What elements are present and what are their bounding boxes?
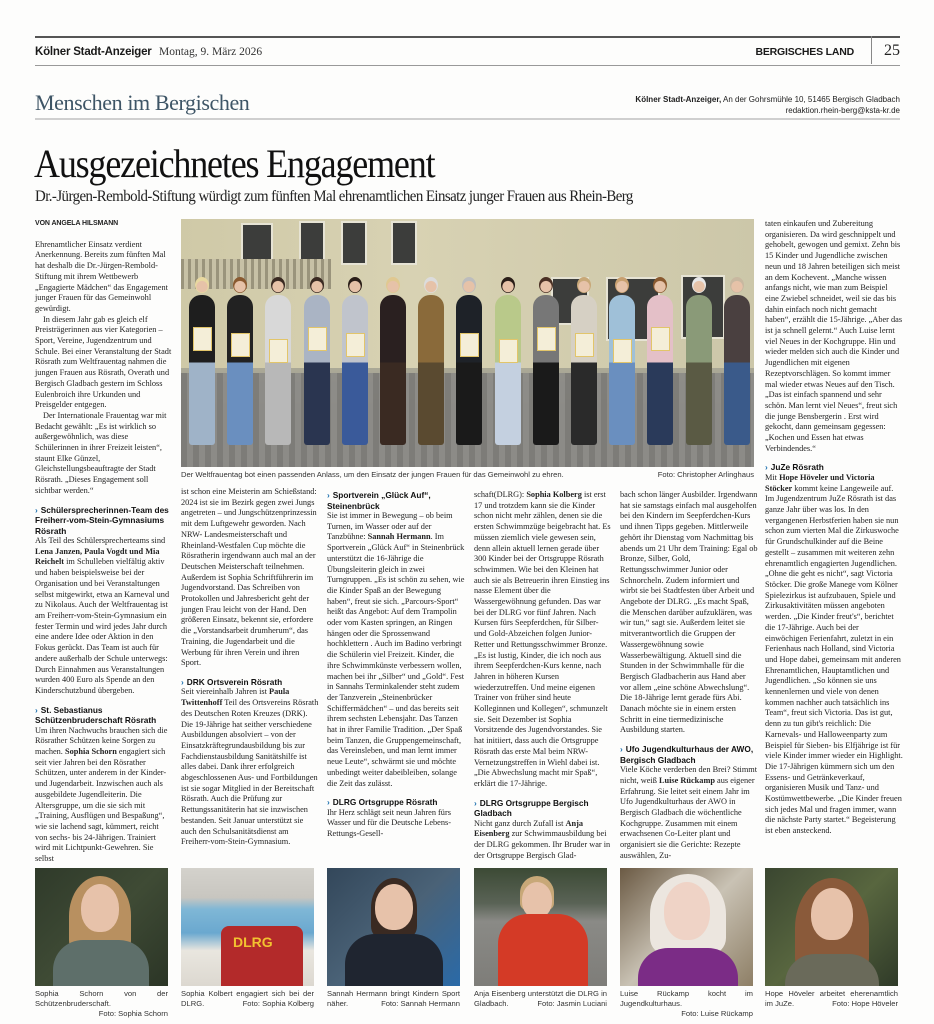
subheadline: Dr.-Jürgen-Rembold-Stiftung würdigt zum fünften Mal ehrenamtlichen Einsatz junger Frauen aus Rhein-Berg [35,188,633,205]
chevron-icon: › [765,462,768,473]
chevron-icon: › [620,744,623,755]
award-certificate [231,333,250,357]
thumbnail-photo-hoeveler [765,868,898,986]
chevron-icon: › [181,676,184,687]
section-text: Ihr Herz schlägt seit neun Jahren fürs Wasser und für die Deutsche Lebens-Rettungs-Gesell- [327,807,451,839]
issue-date: Montag, 9. März 2026 [159,46,263,58]
award-certificate [460,333,479,357]
photo-credit: Foto: Sannah Hermann [381,999,460,1009]
photo-credit: Foto: Sophia Kolberg [242,999,314,1009]
photo-person-head [577,277,591,293]
photo-person-head [310,277,324,293]
honoree-name: Luise Rückamp [658,775,715,785]
contact-email[interactable]: redaktion.rhein-berg@ksta-kr.de [785,106,900,115]
honoree-name: Anja Eisenberg [474,818,583,839]
chevron-icon: › [327,797,330,808]
thumbnail-photo-eisenberg [474,868,607,986]
honoree-name: Sophia Kolberg [526,490,582,499]
photo-person-head [692,277,706,293]
photo-person [533,295,559,445]
chevron-icon: › [35,704,38,715]
chevron-icon: › [474,797,477,808]
chevron-icon: › [35,504,38,515]
thumbnail-caption: Anja Eisenberg unterstützt die DLRG in Gladbach. Foto: Jasmin Luciani [474,989,607,1009]
top-rule [35,36,900,38]
page-number: 25 [884,42,900,59]
thumbnail-photo-kolberg [181,868,314,986]
photo-person [265,295,291,445]
thumbnail-photo-rueckamp [620,868,753,986]
section-text: Mit Hope Höveler und Victoria Stöcker kommt keine Langeweile auf. Im Jugendzentrum JuZe Rösrath ist das ganze Jahr über was los. In den vergangenen Herbstferien haben sie nun schon zum vierten Mal die Zirkuswoche für Grundschulkinder auf die Beine gestellt – zusammen mit weiteren zehn ehrenamtlich engagierten Jugendlichen. „Ohne die geht es nicht“, sagt Victoria Stöcker. Die große Manege vom Kölner Spielezirkus ist aufzubauen, Spiele und Zirkusaktivitäten müssen angeboten werden. „Die Kinder freut's“, berichtet die 17-Jährige. Auch bei der einwöchigen Ferienfahrt, zuletzt in ein Ferienhaus nach Holland, sind Victoria und Hope dabei, gemeinsam mit anderen Ehrenamtlichen, Hauptamtlichen und Jugendlichen. „So können sie uns kennenlernen und viele von denen kommen nachher auch tatsächlich ins Team“, freut sich Victoria. Das ist gut, denn zu tun gibt's reichlich: Die Karnevals- und Halloweenparty zum Beispiel für Sieben- bis Elfjährige ist für viele Kinder immer wieder ein Highlight. Die 17-Jährigen kümmern sich um den Essens- und Getränkeverkauf, organisieren Musik und Tanz- und Kostümwettbewerbe. „Die Kinder freuen sich jedes Mal und fragen immer, wann die nächste Party startet.“ Begeisterung ist eben ansteckend. [765,472,903,836]
photo-person [342,295,368,445]
section-text: Als Teil des Schülersprecherteams sind Lena Janzen, Paula Vogdt und Mia Reichelt im Schulleben vielfältig aktiv und haben beispielsweise bei der Organisation und bei Veranstaltungen selbst mitgewirkt, etwa an Karneval und zu Nikolaus. Auch der Weltfrauentag ist am Freiherr-vom-Stein-Gymnasium ein fester Termin und wird jedes Jahr durch eine andere Idee oder Aktion in den Fokus gerückt. Das Team ist auch für andere außerhalb der Schule unterwegs: Durch Einnahmen aus Veranstaltungen wurden 400 Euro als Spende an den Kinderschutzbund übergeben. [35,536,170,695]
section-text: Um ihren Nachwuchs brauchen sich die Rösrather Schützen keine Sorgen zu machen. Sophia Schorn engagiert sich seit vier Jahren bei den Rösrather Schützen, unter anderem in der Kinder- und Jugendarbeit. Inzwischen auch als ausgebildete Jugendleiterin. Die Altersgruppe, um die sie sich mit „Training, Ausflügen und Bespaßung“, wie sie lachend sagt, kümmert, reicht von sechs- bis 24-Jährigen. Trainiert wird mit Lichtpunkt-Gewehren. Sie selbst [35,725,168,864]
photo-person [380,295,406,445]
thumbnail-caption: Sophia Schorn von der Schützenbruderschaft. Foto: Sophia Schorn [35,989,168,1019]
photo-person-head [386,277,400,293]
honoree-name: Lena Janzen, Paula Vogdt und Mia Reichelt [35,546,160,567]
masthead-rule [35,65,900,66]
section-text: Viele Köche verderben den Brei? Stimmt nicht, weiß Luise Rückamp aus eigener Erfahrung. Sie leitet seit einem Jahr im Ufo Jugendkulturhaus der AWO in Bergisch Gladbach die wöchentliche Kochgruppe. Zusammen mit einem erwachsenen Co-Leiter plant und organisiert sie die Gerichte: Rezepte auswählen, Zu- [620,765,758,860]
award-certificate [613,339,632,363]
section-text: ist schon eine Meisterin am Schießstand: 2024 ist sie im Bezirk gegen zwei Jungs angetreten – und Jungschützenprinzessin mit dem Luftgewehr geworden. Nach NRW- Landesmeisterschaft und Rheinland-Westfalen Cup möchte die Rösratherin irgendwann auch mal an der Deutschen Meisterschaft teilnehmen. Außerdem ist Sophia Schriftführerin im Jugendvorstand. Das Schreiben von Protokollen und Jahresbericht geht der jungen Frau leicht von der Hand. Den größeren Einsatz, bekennt sie, erfordere die „Vorstandsarbeit drumherum“, das Training, die Jugendarbeit und die Werbung für ihren Verein und ihren Sport. [181,487,317,668]
award-certificate [575,333,594,357]
section-heading: › Ufo Jugendkulturhaus der AWO, Bergisch Gladbach [620,744,754,765]
column-2 [181,487,319,848]
section-heading: › DRK Ortsverein Rösrath [181,676,283,687]
photo-credit: Foto: Jasmin Luciani [537,999,607,1009]
column-4 [474,490,612,862]
photo-person [227,295,253,445]
photo-credit: Foto: Luise Rückamp [681,1009,753,1019]
honoree-name: Paula Twittenhoff [181,687,290,708]
photo-credit: Foto: Hope Höveler [832,999,898,1009]
section-name: BERGISCHES LAND [755,46,854,58]
masthead [35,42,900,64]
photo-window [391,221,417,265]
thumbnail-caption: Hope Höveler arbeitet eherenamtlich im JuZe. Foto: Hope Höveler [765,989,898,1009]
photo-window [241,223,273,263]
intro-paragraph: In diesem Jahr gab es gleich elf Preisträgerinnen aus vier Kategorien – Sport, Vereine, Jugendzentrum und Schule. Bei einer Veranstaltung der Stadt Rösrath zum Weltfrauentag nahmen die jungen Frauen aus Rösrath, Overath und Bergisch Gladbach gestern im Schloss Eulenbroich ihre Urkunden und Preisgelder entgegen. [35,314,172,410]
photo-person [647,295,673,445]
section-text: bach schon länger Ausbilder. Irgendwann hat sie samstags einfach mal ausgeholfen bei den Kindern im Seepferdchen-Kurs und ihnen Tipps gegeben. Mittlerweile gehört ihr Dienstag vom Nachmittag bis abends um 21 Uhr dem Training: Egal ob Bronze, Silber, Gold, Rettungsschwimmer Junior oder Schnorcheln. Zudem informiert und wirbt sie bei Stadtfesten über Arbeit und Angebote der DLRG. „Es macht Spaß, die Menschen darüber aufzuklären, was wir tun,“ sagt sie. Außerdem leitet sie mitverantwortlich die Gruppen der Wassergewöhnung sowie Wasserbewältigung. Aktuell sind die Stunden in der Schwimmhalle für die Bergisch Gladbacherin aus Hand aber vor allem „eine schöne Abwechslung“. Die 18-Jährige lernt gerade fürs Abi. Danach möchte sie in einem ersten Schritt in eine tiermedizinische Ausbildung starten. [620,490,758,735]
section-heading: › Sportverein „Glück Auf“, Steinenbrück [327,490,431,511]
paper-name: Kölner Stadt-Anzeiger [35,46,152,58]
intro-paragraph: Der Internationale Frauentag war mit Bedacht gewählt: „Es ist wirklich so außergewöhnlich, was diese Schülerinnen in ihrer Freizeit leisten“, staunt Elke Günzel, Gleichstellungsbeauftragte der Stadt Rösrath. „Dieses Engagement soll sichtbar werden.“ [35,410,167,495]
honoree-name: Sophia Schorn [64,747,117,757]
photo-person [724,295,750,445]
thumbnail-caption: Sannah Hermann bringt Kindern Sport näher. Foto: Sannah Hermann [327,989,460,1009]
photo-person [189,295,215,445]
section-text: schaft(DLRG): Sophia Kolberg ist erst 17 und trotzdem kann sie die Kinder schon nicht mehr zählen, denen sie die ersten Schwimmzüge beigebracht hat. Es müssen ziemlich viele gewesen sein, denn allein aktuell lernen gerade über 300 Kinder bei der Ortsgruppe Rösrath schwimmen. Wie bei den Kleinen hat auch sie als Betreuerin ihren Einstieg ins nasse Element über die Wassergewöhnung gefunden. Das war bei der DLRG vor fünf Jahren. Nach Kursen fürs Seepferdchen, für Silber- und Gold-Abzeichen folgen Junior-Retter und Rettungsschwimmer Bronze. „Es ist lustig, Kinder, die ich noch aus ihrem Seepferdchen-Kurs kenne, nach Jahren in höheren Kursen wiederzutreffen. Und meine eigenen Trainer von früher sind heute Kolleginnen und Kollegen“, schmunzelt sie. Seit Dezember ist Sophia Vorsitzende des Jugendvorstandes. Sie hat initiiert, dass auch die Ortsgruppe Rösrath das erste Mal beim NRW-Vernetzungstreffen in Wiehl dabei ist. „Die Abwechslung macht mir Spaß“, erklärt die 17-Jährige. [474,490,611,788]
thumbnail-caption: Luise Rückamp kocht im Jugendkulturhaus. Foto: Luise Rückamp [620,989,753,1019]
photo-person-head [539,277,553,293]
chevron-icon: › [327,490,330,500]
section-heading: › DLRG Ortsgruppe Bergisch Gladbach [474,797,589,819]
contact-address: An der Gohrsmühle 10, 51465 Bergisch Gladbach [723,95,900,104]
photo-person-head [348,277,362,293]
intro-paragraph: Ehrenamtlicher Einsatz verdient Anerkennung. Bereits zum fünften Mal hat deshalb die Dr.-Jürgen-Rembold-Stiftung mit ihrem Wettbewerb „Engagierte Mädchen“ das Engagement junger Frauen für das Gemeinwohl gewürdigt. [35,239,168,313]
photo-person-head [195,277,209,293]
rubric-title: Menschen im Bergischen [35,90,250,115]
column-6 [765,219,903,837]
photo-person [456,295,482,445]
headline: Ausgezeichnetes Engagement [34,141,435,186]
photo-person-head [730,277,744,293]
award-certificate [308,327,327,351]
section-text: taten einkaufen und Zubereitung organisieren. Da wird geschnippelt und gehobelt, gewogen und gemixt. Zehn bis 15 Kinder und Jugendliche zwischen neun und 18 Jahren beteiligen sich meist an dem Kochevent. „Manche wissen anfangs nicht, wie man zum Beispiel eine Zwiebel schneidet, weil sie das bis dahin einfach noch nicht gemacht haben“, erzählt die 15-Jährige. „Aber das ist ja schnell gelernt.“ Auch Luise lernt viel Neues in der Kochgruppe. Hin und wieder melden sich auch die Kinder und Jugendlichen mit eigenen Rezeptvorschlägen. So kommt immer mal wieder etwas Neues auf den Tisch. „Das ist einfach spannend und sehr schön. Man lernt viel Neues“, freut sich die junge Bensbergerin . Erst wird gekocht, dann gemeinsam gegessen: „Kochen und Essen hat etwas Verbindendes.“ [765,219,903,453]
honoree-name: Hope Höveler und Victoria Stöcker [765,472,875,493]
main-group-photo [181,219,754,467]
photo-credit: Foto: Sophia Schorn [98,1009,168,1019]
main-photo-credit: Foto: Christopher Arlinghaus [657,470,754,479]
thumbnail-caption: Sophia Kolbert engagiert sich bei der DLRG. Foto: Sophia Kolberg [181,989,314,1009]
section-heading: › JuZe Rösrath [765,462,824,473]
contact-paper: Kölner Stadt-Anzeiger, [635,95,722,104]
thumbnail-photo-schorn [35,868,168,986]
main-photo-caption: Der Weltfrauentag bot einen passenden Anlass, um den Einsatz der jungen Frauen für das Gemeinwohl zu ehren. [181,470,564,479]
photo-person [304,295,330,445]
section-heading: › Schülersprecherinnen-Team des Freiherr-vom-Stein-Gymnasiums Rösrath [35,504,169,536]
contact-info [635,94,900,116]
byline: VON ANGELA HILSMANN [35,220,119,227]
award-certificate [269,339,288,363]
photo-person [571,295,597,445]
photo-window [341,221,367,265]
photo-person [418,295,444,445]
award-certificate [193,327,212,351]
section-text: Nicht ganz durch Zufall ist Anja Eisenberg zur Schwimmausbildung bei der DLRG gekommen. Ihr Bruder war in der Ortsgruppe Bergisch Glad- [474,818,611,860]
photo-person [609,295,635,445]
photo-person [686,295,712,445]
photo-person-head [501,277,515,293]
masthead-divider [871,36,872,64]
award-certificate [499,339,518,363]
section-text: Seit viereinhalb Jahren ist Paula Twittenhoff Teil des Ortsvereins Rösrath des Deutschen Roten Kreuzes (DRK). Die 19-Jährige hat seither verschiedene Ausbildungen absolviert – von der Einsatzkräftegrundausbildung bis zur Fachdienstausbildung Sanitätshilfe ist alles dabei. Dank ihrer erfolgreich abgeschlossenen Aus- und Fortbildungen ist sie sogar Mitglied in der Bereitschaft Rösrath. Auch die Prüfung zur Rettungssanitäterin hat sie inzwischen bestanden. Seit Januar unterstützt sie auch den Schulsanitätsdienst am Freiherr-vom-Stein-Gymnasium. [181,687,319,847]
award-certificate [537,327,556,351]
section-heading: › St. Sebastianus Schützenbruderschaft Rösrath [35,704,157,726]
photo-person [495,295,521,445]
thumbnail-photo-hermann [327,868,460,986]
column-1 [35,219,173,865]
rubric-rule [35,118,900,120]
honoree-name: Sannah Hermann [367,532,431,542]
dlrg-shirt-text: DLRG [233,934,273,950]
award-certificate [651,327,670,351]
award-certificate [346,333,365,357]
column-3 [327,487,465,840]
column-5 [620,490,758,862]
section-text: Sie ist immer in Bewegung – ob beim Turnen, im Wasser oder auf der Tanzbühne: Sannah Hermann. Im Sportverein „Glück Auf“ in Steinenbrück unterstützt die 16-Jährige die Übungsleiterin gleich in zwei Turngruppen. „Es ist schön zu sehen, wie die Kinder Spaß an der Bewegung haben“, freut sie sich. „Parcours-Sport“ heißt das Angebot: Auf dem Trampolin oder vom Kasten springen, an Ringen hängen oder die Sprossenwand hochklettern . Auch im Badino verbringt die Schülerin viel Freizeit. Kinder, die ihre Schwimmkünste verbessern wollen, machen bei ihr „Silber“ und „Gold“. Fest in Sannahs Terminkalender steht zudem der Tanzverein „Steinenbrücker Schiffermädchen“ – und das bereits seit ihrem sechsten Lebensjahr. Das Tanzen hat in ihrer Familie Tradition. „Der Spaß beim Tanzen, die Gruppengemeinschaft, das Vereinsleben, und man lernt immer neue Leute“, schwärmt sie und möchte unbedingt weiter dabeibleiben, solange die Zeit das zulässt. [327,511,465,788]
section-heading: › DLRG Ortsgruppe Rösrath [327,797,438,808]
